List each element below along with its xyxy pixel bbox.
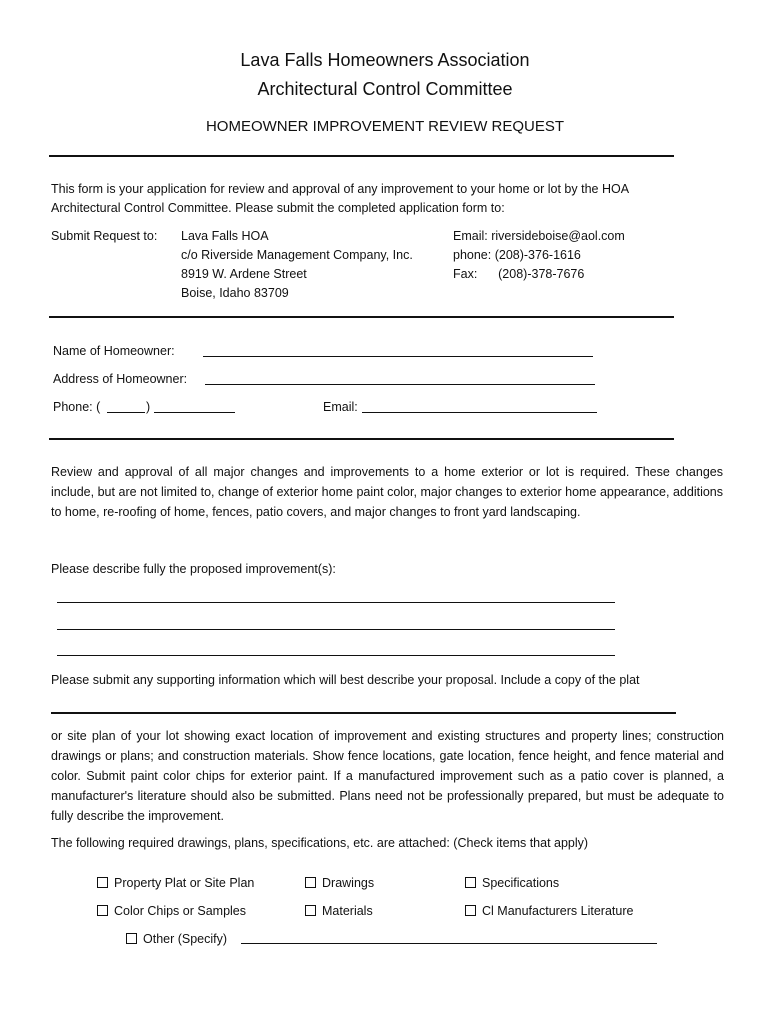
submit-label: Submit Request to:: [51, 229, 158, 243]
checkbox-icon: [305, 877, 316, 888]
checkbox-icon: [465, 877, 476, 888]
description-line[interactable]: [57, 602, 615, 603]
checkbox-label: Color Chips or Samples: [114, 904, 246, 918]
description-line[interactable]: [57, 629, 615, 630]
address-field[interactable]: [205, 384, 595, 385]
checkbox-materials[interactable]: [305, 901, 373, 921]
divider: [49, 316, 674, 318]
divider: [49, 155, 674, 157]
checkbox-drawings[interactable]: [305, 873, 374, 893]
phone-area-code-field[interactable]: [107, 412, 145, 413]
checkbox-manufacturers-literature[interactable]: [465, 901, 633, 921]
form-title: HOMEOWNER IMPROVEMENT REVIEW REQUEST: [205, 118, 565, 135]
phone-number-field[interactable]: [154, 412, 235, 413]
contact-phone: phone: (208)-376-1616: [453, 248, 581, 262]
address-line: c/o Riverside Management Company, Inc.: [181, 248, 413, 262]
name-label: Name of Homeowner:: [53, 344, 175, 358]
checkbox-property-plat[interactable]: [97, 873, 254, 893]
address-line: 8919 W. Ardene Street: [181, 267, 307, 281]
name-field[interactable]: [203, 356, 593, 357]
address-line: Lava Falls HOA: [181, 229, 269, 243]
checkbox-label: Other (Specify): [143, 932, 228, 946]
describe-prompt: Please describe fully the proposed improvement(s):: [51, 562, 336, 576]
checkbox-label: Specifications: [482, 876, 560, 890]
address-line: Boise, Idaho 83709: [181, 286, 289, 300]
checkbox-label: Cl Manufacturers Literature: [482, 904, 634, 918]
checkbox-color-chips[interactable]: [97, 901, 246, 921]
divider: [51, 712, 676, 714]
other-specify-field[interactable]: [241, 943, 657, 944]
checkbox-other[interactable]: [126, 929, 227, 949]
committee-title: Architectural Control Committee: [257, 79, 513, 99]
checkbox-label: Materials: [322, 904, 373, 918]
email-label: Email:: [323, 400, 358, 414]
supporting-paragraph: or site plan of your lot showing exact location of improvement and existing structures and property lines; construction drawings or plans; and construction materials. Show fence locations, gate location, fence height, and fence material and color. Submit paint color chips for exterior paint. If a manufactured improvement such as a patio cover is planned, a manufacturer's literature should also be submitted. Plans need not be professionally prepared, but must be adequate to fully describe the improvement.: [51, 729, 724, 823]
review-paragraph: Review and approval of all major changes and improvements to a home exterior or lot is required. These changes include, but are not limited to, change of exterior home paint color, major changes to exterior home appearance, additions to home, re-roofing of home, fences, patio covers, and major changes to front yard landscaping.: [51, 465, 723, 519]
phone-paren: ): [146, 400, 151, 414]
supporting-line-1: Please submit any supporting information which will best describe your proposal. Include a copy of the plat: [51, 673, 640, 687]
checkbox-label: Property Plat or Site Plan: [114, 876, 255, 890]
checkbox-specifications[interactable]: [465, 873, 559, 893]
address-label: Address of Homeowner:: [53, 372, 188, 386]
phone-label: Phone: (: [53, 400, 101, 414]
org-title: Lava Falls Homeowners Association: [240, 50, 530, 70]
intro-line-2: Architectural Control Committee. Please submit the completed application form to:: [51, 201, 505, 215]
checkbox-icon: [97, 905, 108, 916]
attached-prompt: The following required drawings, plans, specifications, etc. are attached: (Check items that apply): [51, 836, 589, 850]
divider: [49, 438, 674, 440]
checkbox-label: Drawings: [322, 876, 375, 890]
checkbox-icon: [305, 905, 316, 916]
intro-line-1: This form is your application for review and approval of any improvement to your home or lot by the HOA: [51, 182, 630, 196]
contact-fax: Fax: (208)-378-7676: [453, 267, 585, 281]
description-line[interactable]: [57, 655, 615, 656]
checkbox-icon: [97, 877, 108, 888]
contact-email: Email: riversideboise@aol.com: [453, 229, 625, 243]
email-field[interactable]: [362, 412, 597, 413]
checkbox-icon: [126, 933, 137, 944]
checkbox-icon: [465, 905, 476, 916]
